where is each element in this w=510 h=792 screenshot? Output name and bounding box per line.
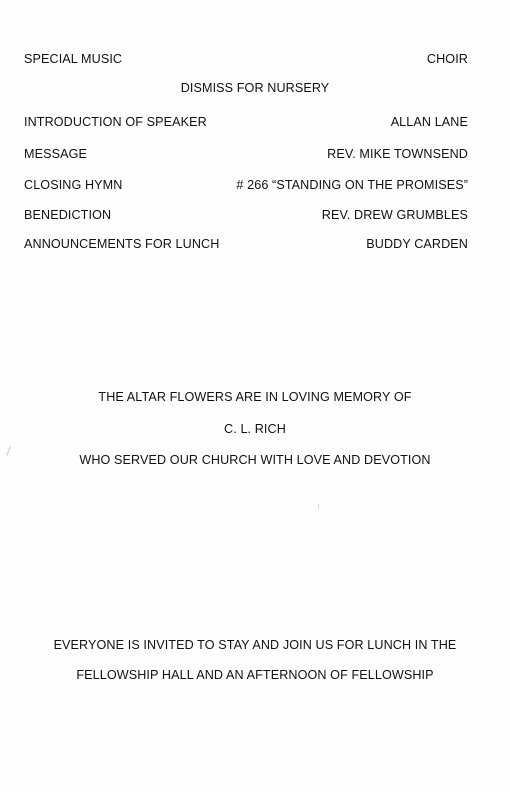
program-item: SPECIAL MUSIC bbox=[24, 52, 123, 66]
program-person: ALLAN LANE bbox=[390, 115, 468, 129]
program-row-message bbox=[24, 145, 468, 163]
scan-mark bbox=[318, 504, 319, 509]
program-item: MESSAGE bbox=[24, 147, 87, 161]
program-item: CLOSING HYMN bbox=[24, 178, 123, 192]
program-item: BENEDICTION bbox=[24, 208, 112, 222]
program-person: REV. DREW GRUMBLES bbox=[321, 208, 468, 222]
memorial-name: C. L. RICH bbox=[224, 422, 286, 436]
invitation-line-2: FELLOWSHIP HALL AND AN AFTERNOON OF FELLOWSHIP bbox=[76, 668, 434, 682]
program-person: CHOIR bbox=[426, 52, 468, 66]
program-item: INTRODUCTION OF SPEAKER bbox=[24, 115, 207, 129]
dismiss-for-nursery: DISMISS FOR NURSERY bbox=[180, 81, 330, 95]
program-person: # 266 “STANDING ON THE PROMISES” bbox=[236, 178, 468, 192]
program-row-benediction bbox=[24, 206, 468, 224]
memorial-line-3: WHO SERVED OUR CHURCH WITH LOVE AND DEVOTION bbox=[79, 453, 431, 467]
program-person: REV. MIKE TOWNSEND bbox=[327, 147, 468, 161]
program-row-introduction bbox=[24, 113, 468, 131]
program-item: ANNOUNCEMENTS FOR LUNCH bbox=[24, 237, 220, 251]
program-row-closing-hymn bbox=[24, 176, 468, 194]
invitation-line-1: EVERYONE IS INVITED TO STAY AND JOIN US FOR LUNCH IN THE bbox=[53, 638, 457, 652]
program-row-announcements bbox=[24, 235, 468, 253]
program-row-special-music bbox=[24, 50, 468, 68]
program-person: BUDDY CARDEN bbox=[366, 237, 468, 251]
memorial-line-1: THE ALTAR FLOWERS ARE IN LOVING MEMORY OF bbox=[98, 390, 412, 404]
